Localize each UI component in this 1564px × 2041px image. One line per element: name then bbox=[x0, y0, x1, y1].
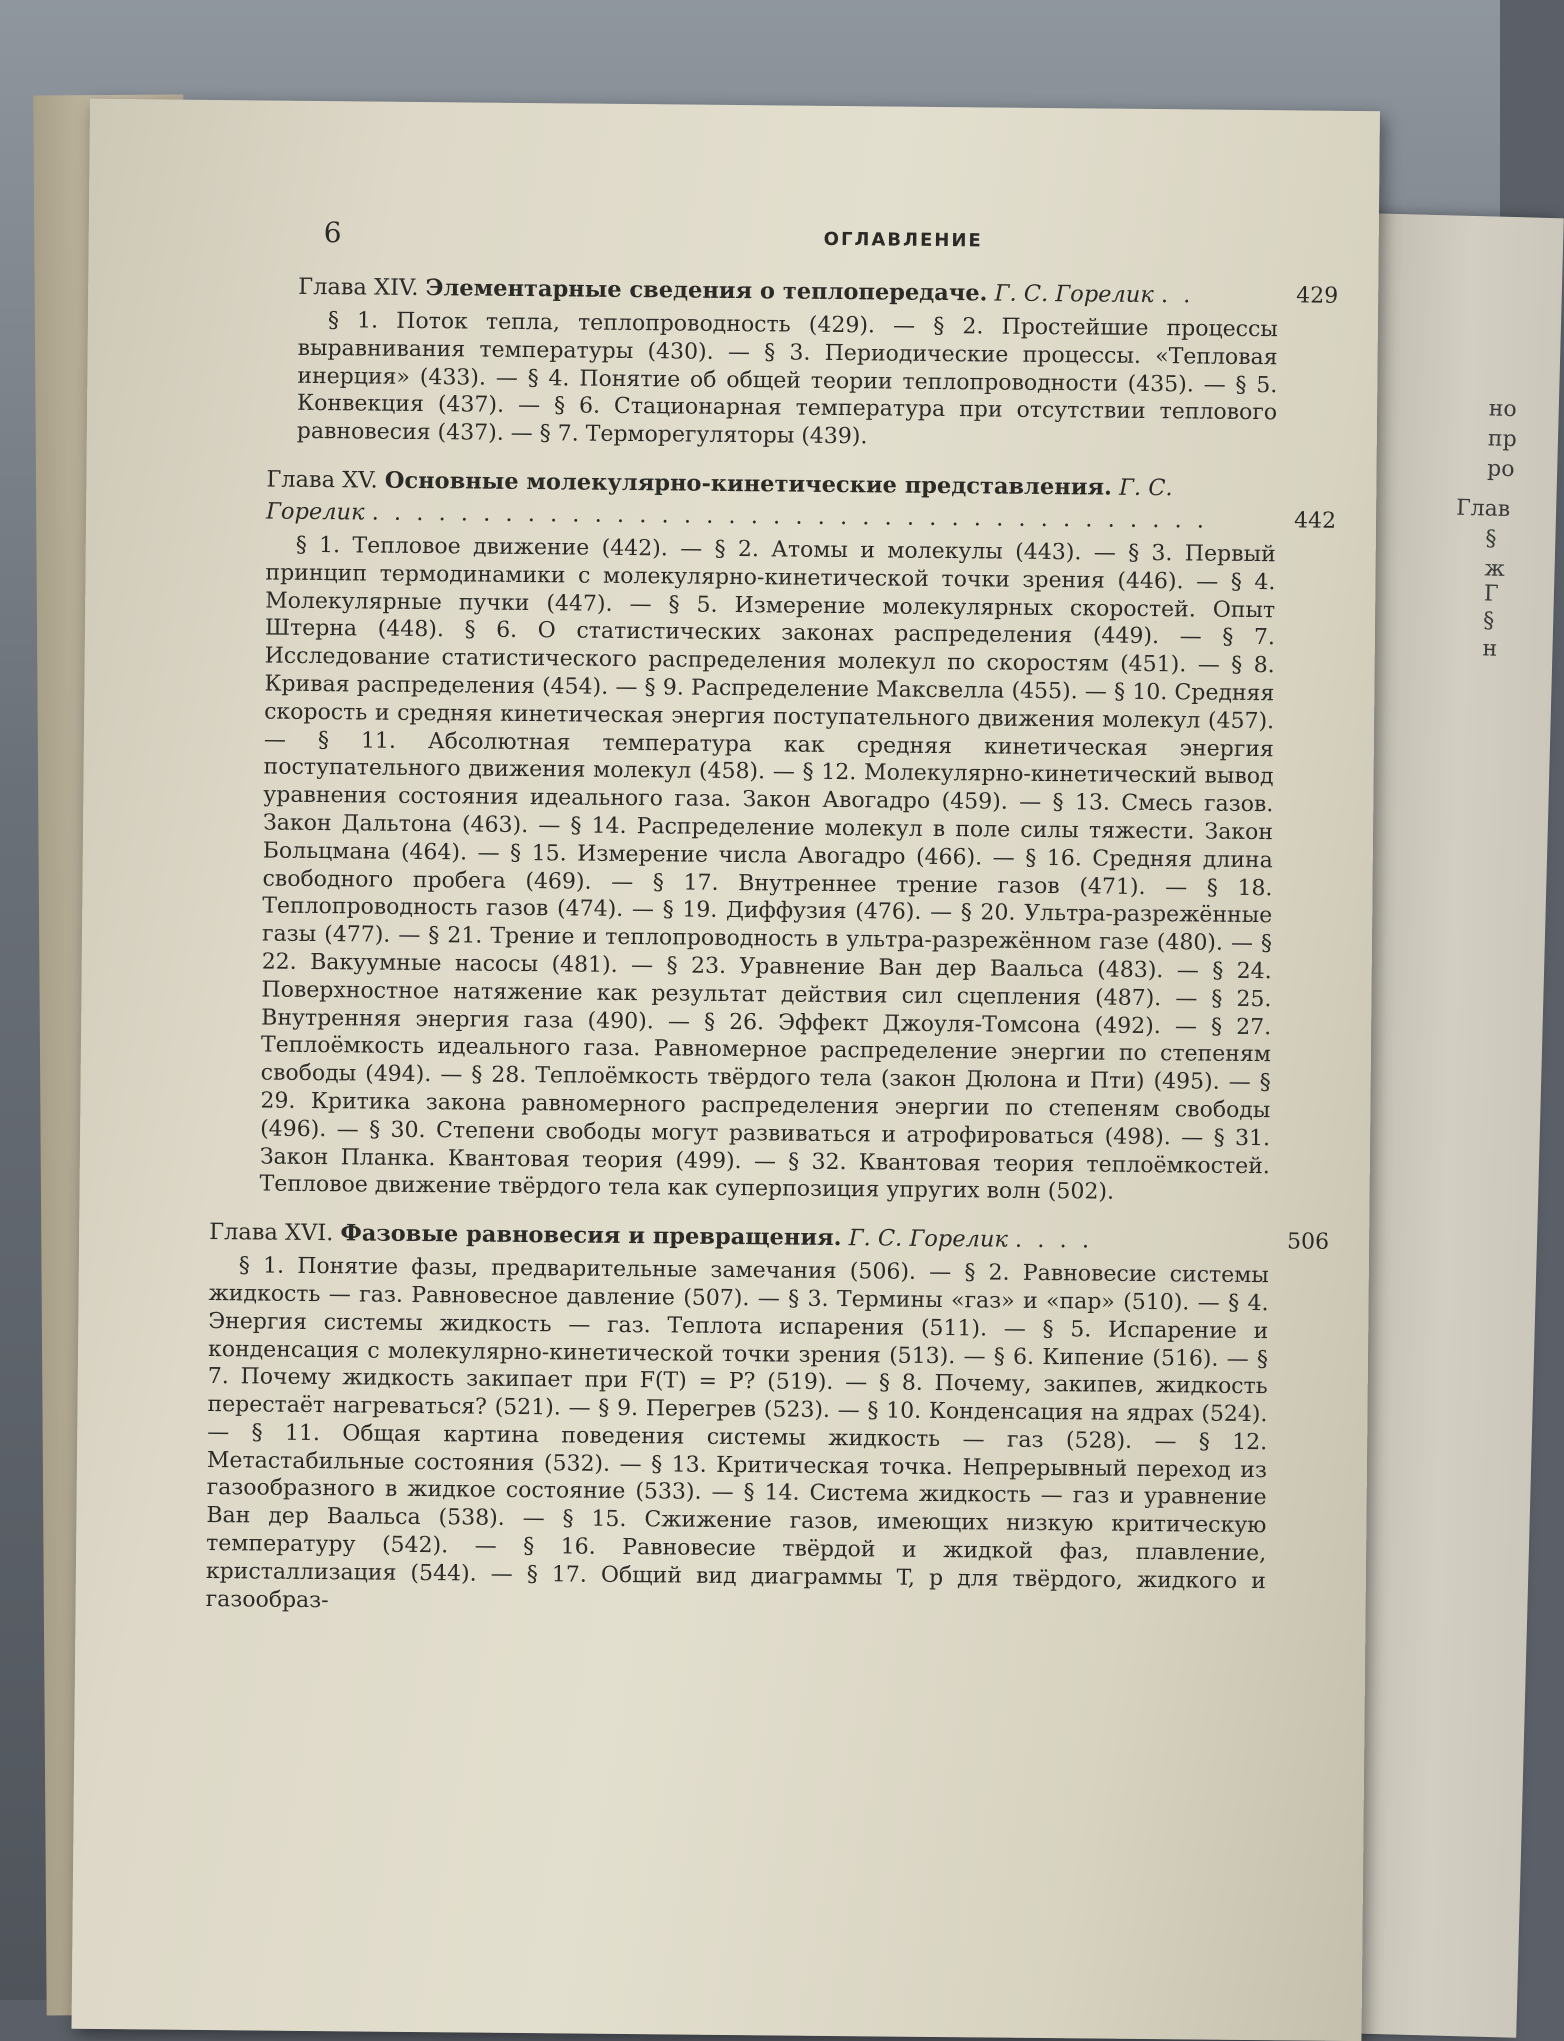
page-number: 6 bbox=[323, 216, 342, 250]
chapter-entry bbox=[249, 463, 1336, 1208]
chapter-heading bbox=[256, 463, 1337, 537]
chapter-title: Фазовые равновесия и превращения. bbox=[340, 1220, 842, 1252]
chapter-sections: § 1. Понятие фазы, предварительные замечания (506). — § 2. Равновесие системы жидкость — газ. Равновесное давление (507). — § 3. Термины «газ» и «пар» (510). — § 4. Энергия системы жидкость — газ. Теплота испарения (511). — § 5. Испарение и конденсация с молекулярно-кинетической точки зрения (513). — § 6. Кипение (516). — § 7. Почему жидкость закипает при F(T) = P? (519). — § 8. Почему, закипев, жидкость перестаёт нагреваться? (521). — § 9. Перегрев (523). — § 10. Конденсация на ядрах (524). — § 11. Общая картина поведения системы жидкость — газ (528). — § 12. Метастабильные состояния (532). — § 13. Критическая точка. Непрерывный переход из газообразного в жидкое состояние (533). — § 14. Система жидкость — газ и уравнение Ван дер Ваальса (538). — § 15. Сжижение газов, имеющих низкую критическую температуру (542). — § 16. Равновесие твёрдой и жидкой фаз, плавление, кристаллизация (544). — § 17. Общий вид диаграммы T, p для твёрдого, жидкого и газообраз- bbox=[205, 1253, 1269, 1613]
chapter-entry bbox=[195, 1216, 1329, 1624]
chapter-heading bbox=[288, 271, 1338, 313]
page-header bbox=[324, 216, 1324, 266]
next-page-fragment: н bbox=[1482, 636, 1498, 662]
running-title: ОГЛАВЛЕНИЕ bbox=[823, 228, 983, 252]
chapter-label: Глава XV. bbox=[266, 466, 378, 494]
next-page-fragment: Г bbox=[1483, 581, 1499, 607]
next-page-fragment: но bbox=[1488, 396, 1518, 423]
chapter-label: Глава XVI. bbox=[209, 1219, 334, 1247]
next-page-fragment: Глав bbox=[1455, 495, 1511, 523]
book-page bbox=[72, 99, 1380, 2041]
chapter-label: Глава XIV. bbox=[298, 273, 419, 301]
table-of-contents bbox=[205, 270, 1339, 1642]
chapter-sections: § 1. Поток тепла, теплопроводность (429). — § 2. Простейшие процессы выравнивания температуры (430). — § 3. Периодические процессы. «Тепловая инерция» (433). — § 4. Понятие об общей теории теплопроводности (435). — § 5. Конвекция (437). — § 6. Стационарная температура при отсутствии теплового равновесия (437). — § 7. Терморегуляторы (439). bbox=[296, 308, 1278, 450]
chapter-author: Г. С. Горелик bbox=[994, 280, 1154, 309]
chapter-entry bbox=[287, 271, 1339, 456]
chapter-author: Г. С. Горелик bbox=[265, 474, 1173, 526]
next-page-fragment: пр bbox=[1487, 426, 1518, 453]
chapter-page-number: 429 bbox=[1296, 283, 1339, 309]
chapter-title: Основные молекулярно-кинетические представления. bbox=[384, 467, 1113, 501]
chapter-title: Элементарные сведения о теплопередаче. bbox=[425, 275, 988, 307]
next-page-fragment: § bbox=[1482, 608, 1495, 634]
leader-dots: . . . . bbox=[1014, 1226, 1094, 1254]
leader-dots: . . bbox=[1160, 282, 1195, 309]
chapter-author: Г. С. Горелик bbox=[848, 1225, 1008, 1253]
leader-dots: . . . . . . . . . . . . . . . . . . . . . . . . . . . . . . . . . . . . . . bbox=[371, 499, 1209, 534]
next-page-fragment: ро bbox=[1486, 456, 1515, 483]
chapter-sections: § 1. Тепловое движение (442). — § 2. Атомы и молекулы (443). — § 3. Первый принцип термодинамики с молекулярно-кинетической точки зрения (446). — § 4. Молекулярные пучки (447). — § 5. Измерение молекулярных скоростей. Опыт Штерна (448). § 6. О статистических законах распределения (449). — § 7. Исследование статистического распределения молекул по скоростям (451). — § 8. Кривая распределения (454). — § 9. Распределение Максвелла (455). — § 10. Средняя скорость и средняя кинетическая энергия поступательного движения молекул (457). — § 11. Абсолютная температура как средняя кинетическая энергия поступательного движения молекул (458). — § 12. Молекулярно-кинетический вывод уравнения состояния идеального газа. Закон Авогадро (459). — § 13. Смесь газов. Закон Дальтона (463). — § 14. Распределение молекул в поле силы тяжести. Закон Больцмана (464). — § 15. Измерение числа Авогадро (466). — § 16. Средняя длина свободного пробега (469). — § 17. Внутреннее трение газов (471). — § 18. Теплопроводность газов (474). — § 19. Диффузия (476). — § 20. Ультра-разрежённые газы (477). — § 21. Трение и теплопроводность в ультра-разрежённом газе (480). — § 22. Вакуумные насосы (481). — § 23. Уравнение Ван дер Ваальса (483). — § 24. Поверхностное натяжение как результат действия сил сцепления (487). — § 25. Внутренняя энергия газа (490). — § 26. Эффект Джоуля-Томсона (492). — § 27. Теплоёмкость идеального газа. Равномерное распределение энергии по степеням свободы (494). — § 28. Теплоёмкость твёрдого тела (закон Дюлона и Пти) (495). — § 29. Критика закона равномерного распределения энергии по степеням свободы (496). — § 30. Степени свободы могут развиваться и атрофироваться (498). — § 31. Закон Планка. Квантовая теория (499). — § 32. Квантовая теория теплоёмкостей. Тепловое движение твёрдого тела как суперпозиция упругих волн (502). bbox=[259, 532, 1276, 1206]
next-page-fragment: § bbox=[1485, 526, 1497, 552]
chapter-page-number: 506 bbox=[1286, 1229, 1330, 1255]
chapter-heading bbox=[199, 1216, 1329, 1259]
next-page-fragment: ж bbox=[1484, 556, 1506, 582]
chapter-page-number: 442 bbox=[1293, 508, 1337, 534]
